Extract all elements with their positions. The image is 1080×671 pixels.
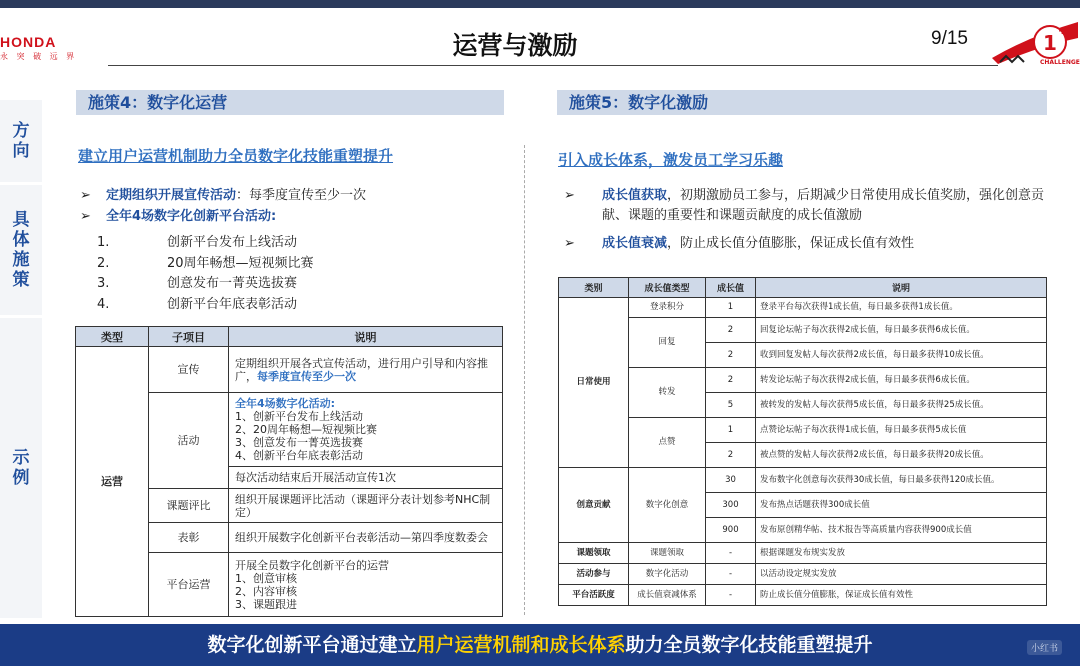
side-label-direction: 方向 <box>0 100 42 182</box>
table-row: 平台活跃度 成长值衰减体系 - 防止成长值分值膨胀，保证成长值有效性 <box>559 585 1047 606</box>
left-section-heading: 施策4：数字化运营 <box>76 90 504 115</box>
table-row: 回复 2 回复论坛帖子每次获得2成长值，每日最多获得6成长值。 <box>559 318 1047 343</box>
table-row: 平台运营 开展全员数字化创新平台的运营 1、创意审核 2、内容审核 3、课题跟进 <box>76 553 503 617</box>
logo-wordmark: HONDA <box>0 34 57 50</box>
table-row: 900 发布原创精华帖、技术报告等高质量内容获得900成长值 <box>559 518 1047 543</box>
table-row: 日常使用 登录积分 1 登录平台每次获得1成长值，每日最多获得1成长值。 <box>559 298 1047 318</box>
page-title: 运营与激励 <box>452 31 578 60</box>
table-row: 活动参与 数字化活动 - 以活动设定规实发放 <box>559 564 1047 585</box>
left-bullet: ➢ 全年4场数字化创新平台活动: <box>80 209 277 224</box>
left-bullet: ➢ 定期组织开展宣传活动：每季度宣传至少一次 <box>80 188 367 203</box>
right-bullet: ➢ 成长值衰减，防止成长值分值膨胀，保证成长值有效性 <box>564 236 915 251</box>
svg-text:1: 1 <box>1043 31 1057 55</box>
badge-text: CHALLENGE <box>1040 59 1080 66</box>
table-row: 2 被点赞的发帖人每次获得2成长值，每日最多获得20成长值。 <box>559 443 1047 468</box>
table-row: 转发 2 转发论坛帖子每次获得2成长值，每日最多获得6成长值。 <box>559 368 1047 393</box>
table-row: 5 被转发的发帖人每次获得5成长值，每日最多获得25成长值。 <box>559 393 1047 418</box>
list-item: 2. 20周年畅想—短视频比赛 <box>97 256 314 271</box>
bottom-banner: 数字化创新平台通过建立用户运营机制和成长体系助力全员数字化技能重塑提升 <box>0 624 1080 666</box>
header-divider <box>108 65 998 66</box>
table-header-row: 类型 子项目 说明 <box>76 327 503 347</box>
challenge-badge-icon <box>990 16 1080 68</box>
side-label-example: 示例 <box>0 318 42 618</box>
table-row: 点赞 1 点赞论坛帖子每次获得1成长值，每日最多获得5成长值 <box>559 418 1047 443</box>
operations-table <box>75 326 503 617</box>
column-divider <box>524 145 525 615</box>
right-section-heading: 施策5：数字化激励 <box>557 90 1047 115</box>
watermark: 小红书 <box>1027 640 1062 655</box>
table-row: 活动 全年4场数字化活动: 1、创新平台发布上线活动 2、20周年畅想—短视频比赛 3、创意发布一菁英选拔赛 4、创新平台年底表彰活动 <box>76 393 503 467</box>
banner-highlight: 用户运营机制和成长体系 <box>416 634 626 656</box>
table-row: 表彰 组织开展数字化创新平台表彰活动—第四季度数委会 <box>76 523 503 553</box>
right-subtitle: 引入成长体系，激发员工学习乐趣 <box>558 151 784 169</box>
left-subtitle: 建立用户运营机制助力全员数字化技能重塑提升 <box>78 147 394 165</box>
right-bullet: ➢ 成长值获取，初期激励员工参与，后期减少日常使用成长值奖励，强化创意贡献、课题的重要性和课题贡献度的成长值激励 <box>564 188 1045 223</box>
type-cell: 运营 <box>76 347 149 617</box>
list-item: 1. 创新平台发布上线活动 <box>97 235 298 250</box>
table-row: 课题领取 课题领取 - 根据课题发布规实发放 <box>559 543 1047 564</box>
table-row: 运营 宣传 定期组织开展各式宣传活动，进行用户引导和内容推广，每季度宣传至少一次 <box>76 347 503 393</box>
svg-text:+: + <box>1058 26 1067 37</box>
list-item: 4. 创新平台年底表彰活动 <box>97 297 298 312</box>
table-row: 300 发布热点话题获得300成长值 <box>559 493 1047 518</box>
logo-slogan: 永 突 破 远 界 <box>0 52 78 61</box>
table-row: 课题评比 组织开展课题评比活动（课题评分表计划参考NHC制定） <box>76 489 503 523</box>
table-row: 创意贡献 数字化创意 30 发布数字化创意每次获得30成长值，每日最多获得120成长值。 <box>559 468 1047 493</box>
side-labels <box>0 100 42 620</box>
page-number: 9/15 <box>931 28 968 49</box>
top-bar <box>0 0 1080 8</box>
growth-value-table <box>558 277 1047 606</box>
side-label-measures: 具体施策 <box>0 185 42 315</box>
table-row: 2 收到回复发帖人每次获得2成长值，每日最多获得10成长值。 <box>559 343 1047 368</box>
table-header-row: 类别 成长值类型 成长值 说明 <box>559 278 1047 298</box>
slide-header <box>0 8 1080 64</box>
table-row: 每次活动结束后开展活动宣传1次 <box>76 467 503 489</box>
list-item: 3. 创意发布一菁英选拔赛 <box>97 276 298 291</box>
